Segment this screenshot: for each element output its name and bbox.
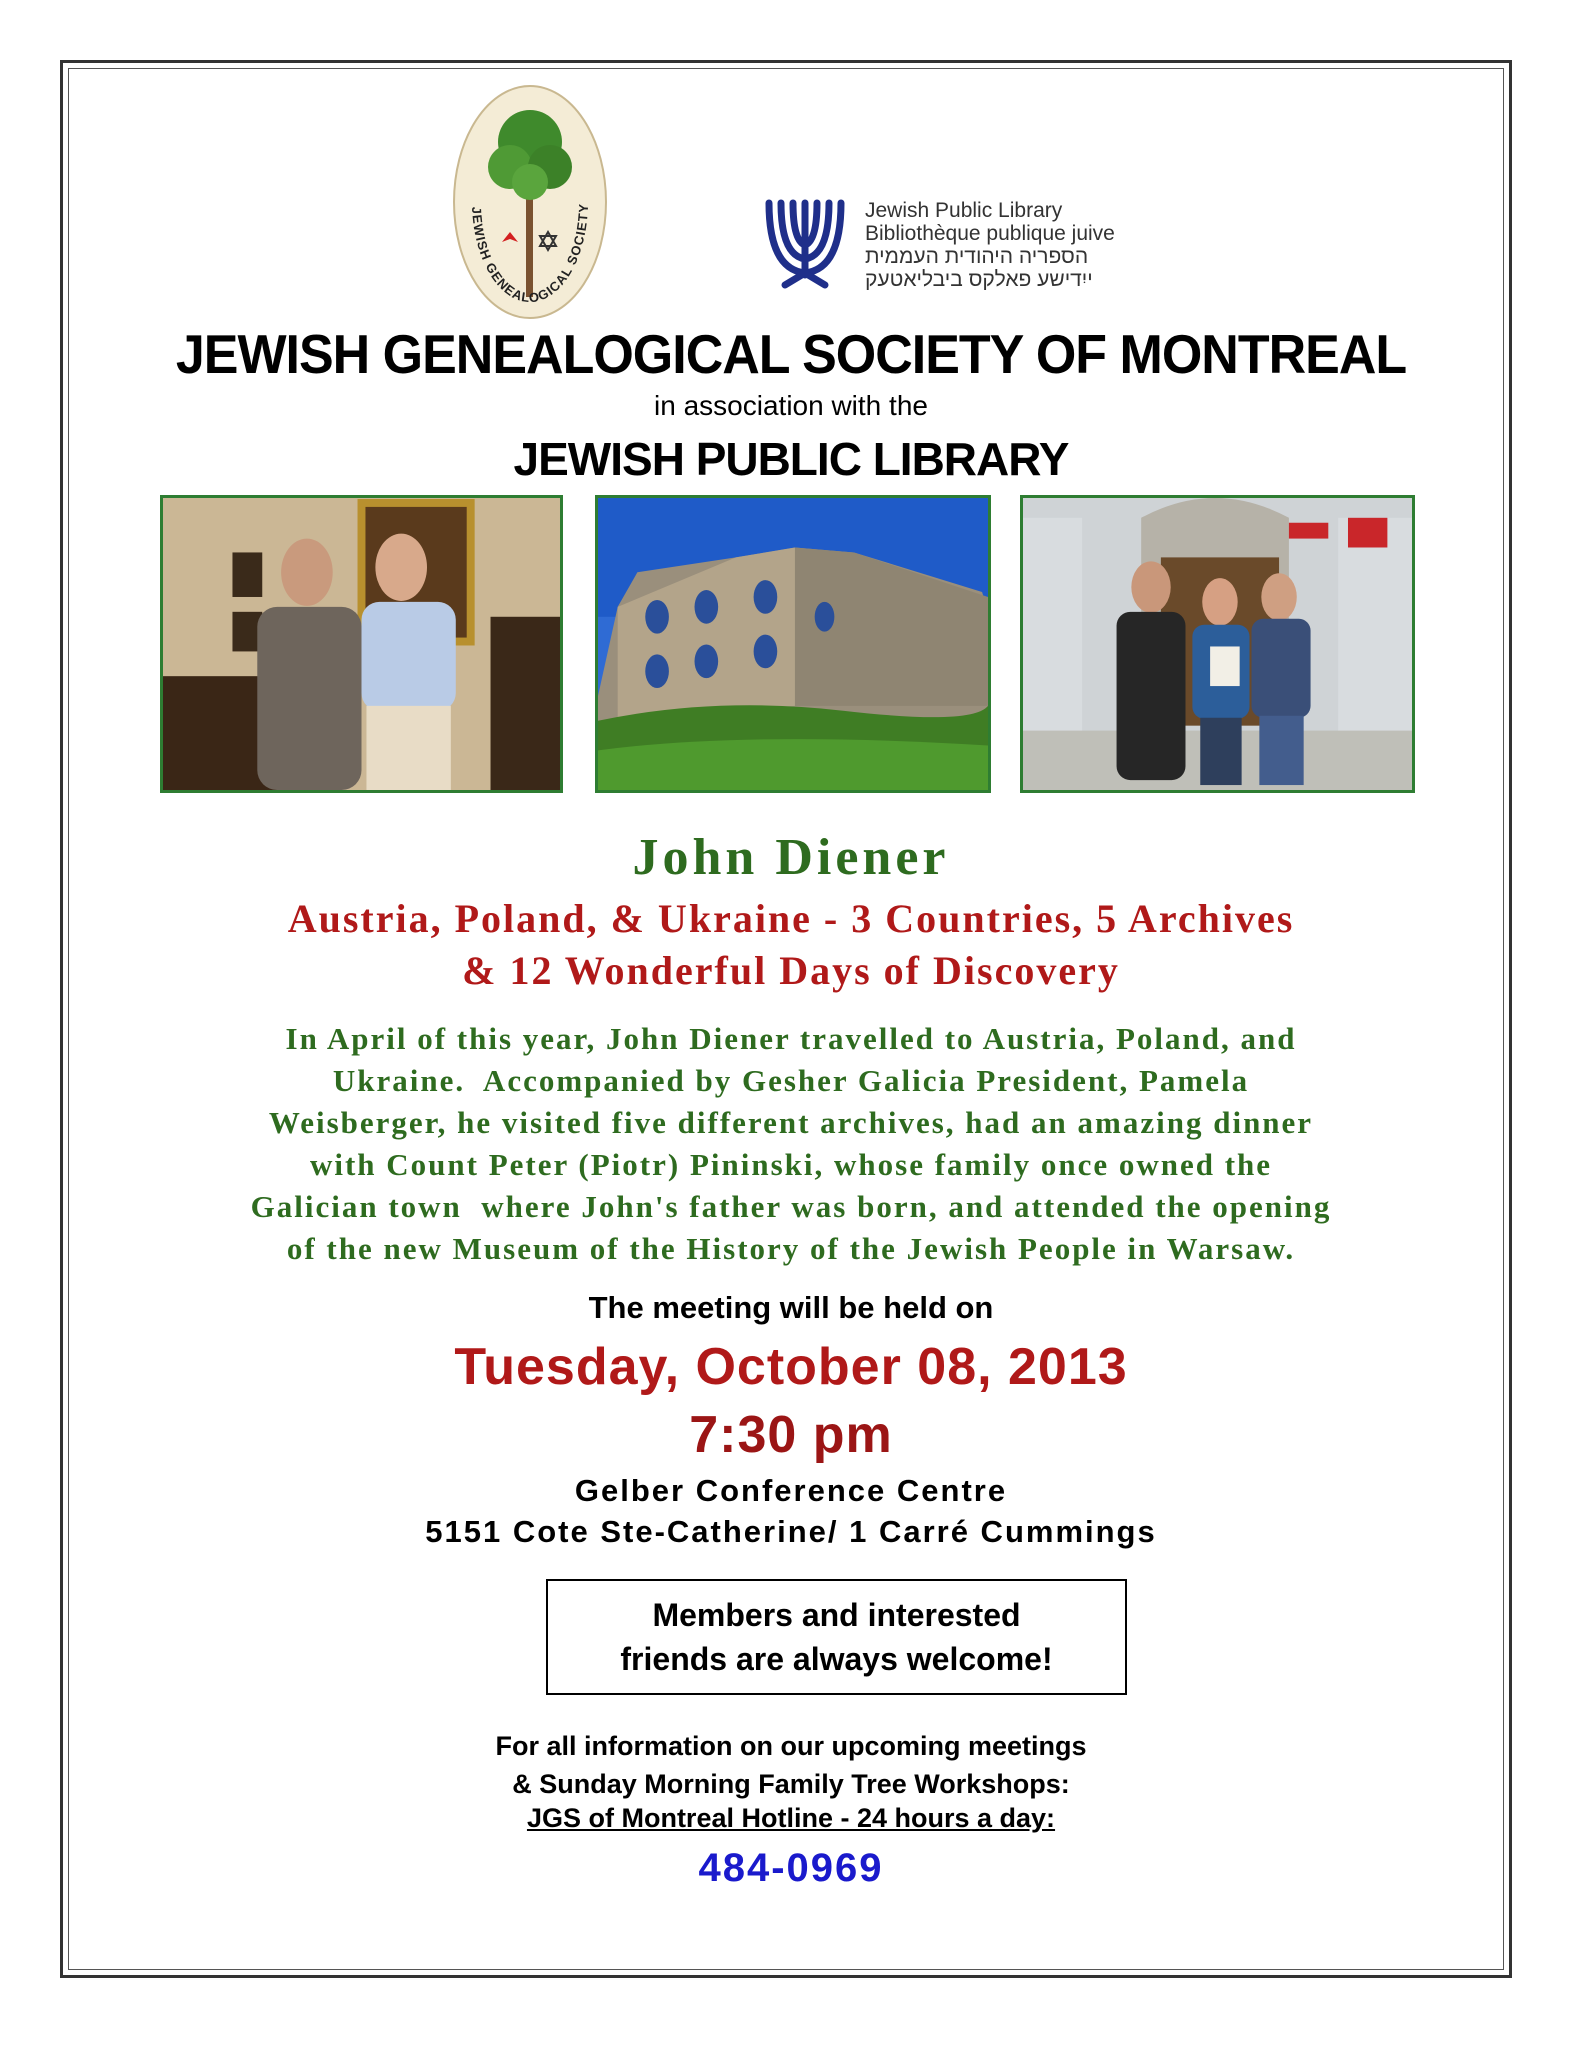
jpl-logo <box>755 185 1155 305</box>
welcome-box <box>546 1579 1127 1695</box>
meeting-venue: Gelber Conference Centre <box>574 1473 1008 1508</box>
jpl-name-yi: ייִדישע פאלקס ביבליאטעק <box>865 268 1093 291</box>
library-heading: JEWISH PUBLIC LIBRARY <box>513 433 1069 485</box>
photo-three-people-archive <box>1020 495 1415 793</box>
talk-title-line-1: Austria, Poland, & Ukraine - 3 Countries, 5 Archives <box>287 896 1295 941</box>
talk-title-line-2: & 12 Wonderful Days of Discovery <box>462 948 1120 993</box>
jgs-ring-text: JEWISH GENEALOGICAL SOCIETY <box>469 203 592 306</box>
description-line: Galician town where John's father was born, and attended the opening <box>250 1189 1332 1224</box>
talk-title <box>0 893 1582 997</box>
description-line: with Count Peter (Piotr) Pininski, whose family once owned the <box>309 1147 1273 1182</box>
menorah-icon <box>755 185 855 295</box>
welcome-line-1: Members and interested <box>652 1597 1021 1633</box>
description-line: of the new Museum of the History of the Jewish People in Warsaw. <box>286 1231 1296 1266</box>
speaker-name: John Diener <box>632 829 950 886</box>
jpl-name-en: Jewish Public Library <box>865 199 1063 222</box>
description-line: In April of this year, John Diener travelled to Austria, Poland, and <box>285 1021 1297 1056</box>
meeting-address: 5151 Cote Ste-Catherine/ 1 Carré Cummings <box>425 1514 1157 1549</box>
welcome-line-2: friends are always welcome! <box>620 1641 1053 1677</box>
society-heading: JEWISH GENEALOGICAL SOCIETY OF MONTREAL <box>175 324 1407 386</box>
info-text <box>0 1727 1582 1803</box>
meeting-time: 7:30 pm <box>689 1406 893 1464</box>
association-text: in association with the <box>654 390 928 421</box>
hotline-phone: 484-0969 <box>698 1846 884 1890</box>
meeting-date: Tuesday, October 08, 2013 <box>454 1338 1128 1396</box>
meeting-intro: The meeting will be held on <box>588 1290 994 1325</box>
jpl-name-fr: Bibliothèque publique juive <box>865 222 1115 245</box>
info-line-1: For all information on our upcoming meetings <box>495 1731 1087 1761</box>
talk-description <box>0 1018 1582 1270</box>
hotline-label: JGS of Montreal Hotline - 24 hours a day: <box>526 1803 1056 1833</box>
jpl-name-he: הספריה היהודית העממית <box>865 245 1089 268</box>
info-line-2: & Sunday Morning Family Tree Workshops: <box>512 1769 1070 1799</box>
description-line: Ukraine. Accompanied by Gesher Galicia President, Pamela <box>332 1063 1250 1098</box>
jgs-logo <box>450 82 610 322</box>
photo-two-men-portrait <box>160 495 563 793</box>
photo-ruined-synagogue <box>595 495 991 793</box>
description-line: Weisberger, he visited five different archives, had an amazing dinner <box>268 1105 1314 1140</box>
